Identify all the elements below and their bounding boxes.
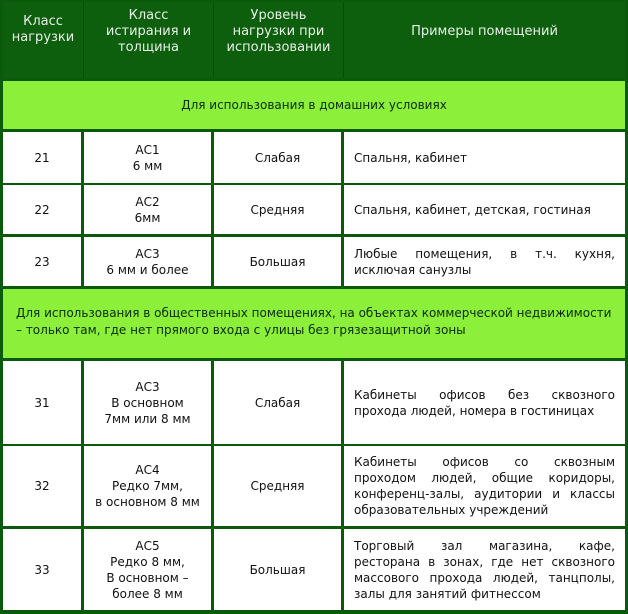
- examples-text: Торговый зал магазина, кафе, ресторана в зонах, где нет сквозного массового прохода людей, танцполы, залы для занятий фитнессом: [354, 538, 615, 601]
- abrasion-cell: АС1 6 мм: [84, 132, 214, 183]
- load-class-cell: 32: [3, 446, 84, 526]
- load-class-cell: 33: [3, 529, 84, 610]
- table-row: [3, 132, 625, 183]
- load-class-cell: 21: [3, 132, 84, 183]
- examples-text: Спальня, кабинет: [354, 150, 468, 165]
- load-level-cell: Средняя: [214, 446, 344, 526]
- abrasion-cell: АС5 Редко 8 мм, В основном – более 8 мм: [84, 529, 214, 610]
- abrasion-cell: АС2 6мм: [84, 185, 214, 234]
- examples-cell: [344, 361, 625, 444]
- abrasion-cell: АС3 6 мм и более: [84, 237, 214, 286]
- table-row: [3, 237, 625, 286]
- section-public-use: Для использования в общественных помещениях, на объектах коммерческой недвижимости – только там, где нет прямого входа с улицы без грязезащитной зоны: [3, 289, 625, 358]
- section-home-use: Для использования в домашних условиях: [3, 81, 625, 129]
- table-header: [3, 2, 625, 78]
- load-class-cell: 23: [3, 237, 84, 286]
- load-level-cell: Большая: [214, 237, 344, 286]
- examples-cell: [344, 132, 625, 183]
- load-level-cell: Слабая: [214, 361, 344, 444]
- load-level-cell: Большая: [214, 529, 344, 610]
- load-class-cell: 31: [3, 361, 84, 444]
- table-row: [3, 361, 625, 444]
- abrasion-cell: АС4 Редко 7мм, в основном 8 мм: [84, 446, 214, 526]
- table-row: [3, 529, 625, 610]
- load-level-cell: Средняя: [214, 185, 344, 234]
- abrasion-cell: АС3 В основном 7мм или 8 мм: [84, 361, 214, 444]
- examples-cell: [344, 529, 625, 610]
- examples-cell: [344, 446, 625, 526]
- examples-text: Любые помещения, в т.ч. кухня, исключая санузлы: [354, 246, 615, 277]
- header-room-examples: Примеры помещений: [411, 24, 558, 39]
- examples-text: Спальня, кабинет, детская, гостиная: [354, 202, 591, 217]
- examples-cell: [344, 237, 625, 286]
- load-class-cell: 22: [3, 185, 84, 234]
- examples-cell: [344, 185, 625, 234]
- header-abrasion-class: Класс истирания и толщина: [84, 2, 214, 78]
- examples-text: Кабинеты офисов со сквозным проходом людей, общие коридоры, конференц-залы, аудитории и классы образовательных учреждений: [354, 455, 615, 517]
- header-load-class: Класс нагрузки: [3, 2, 84, 78]
- table-row: [3, 446, 625, 526]
- table-row: [3, 185, 625, 234]
- load-level-cell: Слабая: [214, 132, 344, 183]
- header-load-level: Уровень нагрузки при использовании: [214, 2, 344, 78]
- examples-text: Кабинеты офисов без сквозного прохода людей, номера в гостиницах: [354, 387, 615, 418]
- load-class-table: [3, 2, 625, 610]
